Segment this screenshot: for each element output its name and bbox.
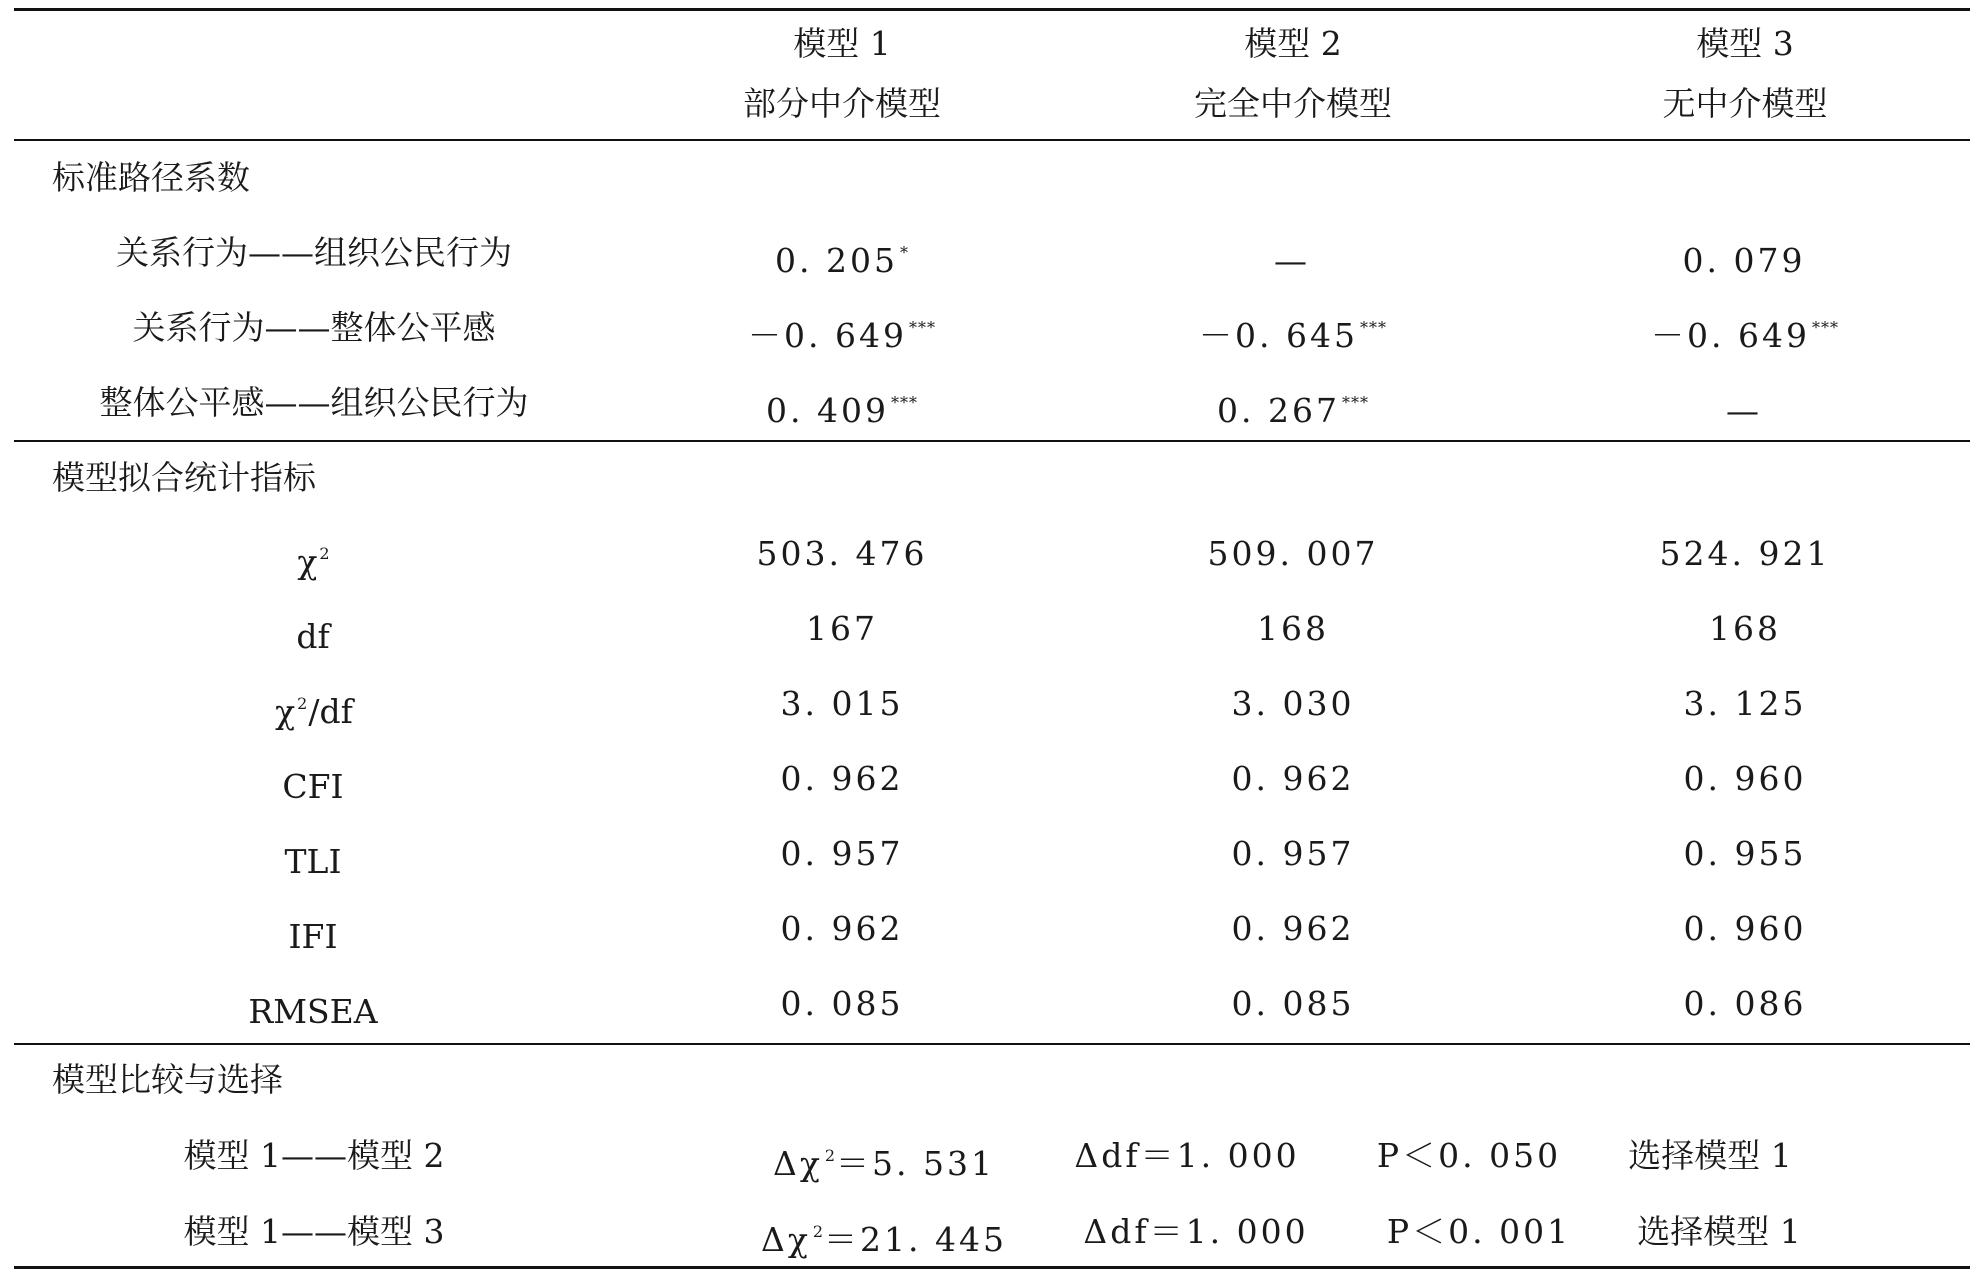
compare-delta-chi: Δχ $^2$＝5. 531 xyxy=(773,1144,995,1183)
path-cell: — xyxy=(1274,241,1310,280)
fit-row-label: χ $^2$/df xyxy=(275,692,353,731)
compare-choice: 选择模型 1 xyxy=(1628,1136,1792,1175)
compare-p-value: P＜0. 001 xyxy=(1386,1212,1572,1251)
fit-cell: 168 xyxy=(1257,609,1329,648)
path-cell: 0. 205 * xyxy=(775,241,909,280)
col-header-model1-name: 部分中介模型 xyxy=(743,84,941,123)
fit-cell: 0. 085 xyxy=(780,984,904,1023)
fit-cell: 503. 476 xyxy=(756,534,928,573)
fit-row-label: RMSEA xyxy=(248,992,378,1031)
col-header-model2-name: 完全中介模型 xyxy=(1194,84,1392,123)
bottom-rule xyxy=(14,1266,1970,1269)
fit-row-label: CFI xyxy=(282,767,344,806)
path-cell: 0. 267 *** xyxy=(1217,391,1369,430)
col-header-model3-name: 无中介模型 xyxy=(1662,84,1828,123)
compare-choice: 选择模型 1 xyxy=(1637,1212,1801,1251)
path-cell: －0. 645 *** xyxy=(1199,316,1387,355)
col-header-model2-number: 模型 2 xyxy=(1244,24,1342,63)
fit-cell: 0. 962 xyxy=(1231,909,1355,948)
path-cell: 0. 409 *** xyxy=(766,391,918,430)
compare-p-value: P＜0. 050 xyxy=(1376,1136,1562,1175)
fit-cell: 509. 007 xyxy=(1207,534,1379,573)
fit-cell: 3. 125 xyxy=(1683,684,1807,723)
fit-row-label: χ $^2$ xyxy=(297,542,331,581)
fit-row-label: IFI xyxy=(288,917,338,956)
fit-cell: 3. 015 xyxy=(780,684,904,723)
fit-cell: 0. 086 xyxy=(1683,984,1807,1023)
fit-cell: 0. 962 xyxy=(1231,759,1355,798)
section-title-path: 标准路径系数 xyxy=(52,158,250,197)
path-row-label: 关系行为——组织公民行为 xyxy=(116,233,512,272)
section-rule-2 xyxy=(14,1043,1970,1045)
fit-cell: 0. 960 xyxy=(1683,909,1807,948)
col-header-model1-number: 模型 1 xyxy=(793,24,891,63)
fit-row-label: TLI xyxy=(284,842,342,881)
fit-cell: 167 xyxy=(806,609,878,648)
section-rule-1 xyxy=(14,440,1970,442)
fit-cell: 0. 960 xyxy=(1683,759,1807,798)
section-title-compare: 模型比较与选择 xyxy=(52,1060,283,1099)
top-rule xyxy=(14,8,1970,11)
compare-delta-df: Δdf＝1. 000 xyxy=(1074,1136,1300,1175)
path-row-label: 整体公平感——组织公民行为 xyxy=(99,383,529,422)
compare-delta-chi: Δχ $^2$＝21. 445 xyxy=(761,1220,1007,1259)
fit-cell: 168 xyxy=(1709,609,1781,648)
fit-cell: 0. 955 xyxy=(1683,834,1807,873)
path-cell: — xyxy=(1726,391,1762,430)
section-title-fit: 模型拟合统计指标 xyxy=(52,458,316,497)
path-cell: 0. 079 xyxy=(1682,241,1806,280)
col-header-model3-number: 模型 3 xyxy=(1696,24,1794,63)
compare-row-label: 模型 1——模型 3 xyxy=(183,1212,445,1251)
fit-cell: 0. 957 xyxy=(780,834,904,873)
fit-cell: 3. 030 xyxy=(1231,684,1355,723)
header-rule xyxy=(14,139,1970,141)
fit-cell: 0. 085 xyxy=(1231,984,1355,1023)
compare-delta-df: Δdf＝1. 000 xyxy=(1083,1212,1309,1251)
path-row-label: 关系行为——整体公平感 xyxy=(132,308,496,347)
fit-row-label: df xyxy=(296,617,330,656)
fit-cell: 0. 962 xyxy=(780,759,904,798)
fit-cell: 0. 962 xyxy=(780,909,904,948)
compare-row-label: 模型 1——模型 2 xyxy=(183,1136,445,1175)
path-cell: －0. 649 *** xyxy=(1651,316,1839,355)
path-cell: －0. 649 *** xyxy=(748,316,936,355)
fit-cell: 524. 921 xyxy=(1659,534,1831,573)
fit-cell: 0. 957 xyxy=(1231,834,1355,873)
